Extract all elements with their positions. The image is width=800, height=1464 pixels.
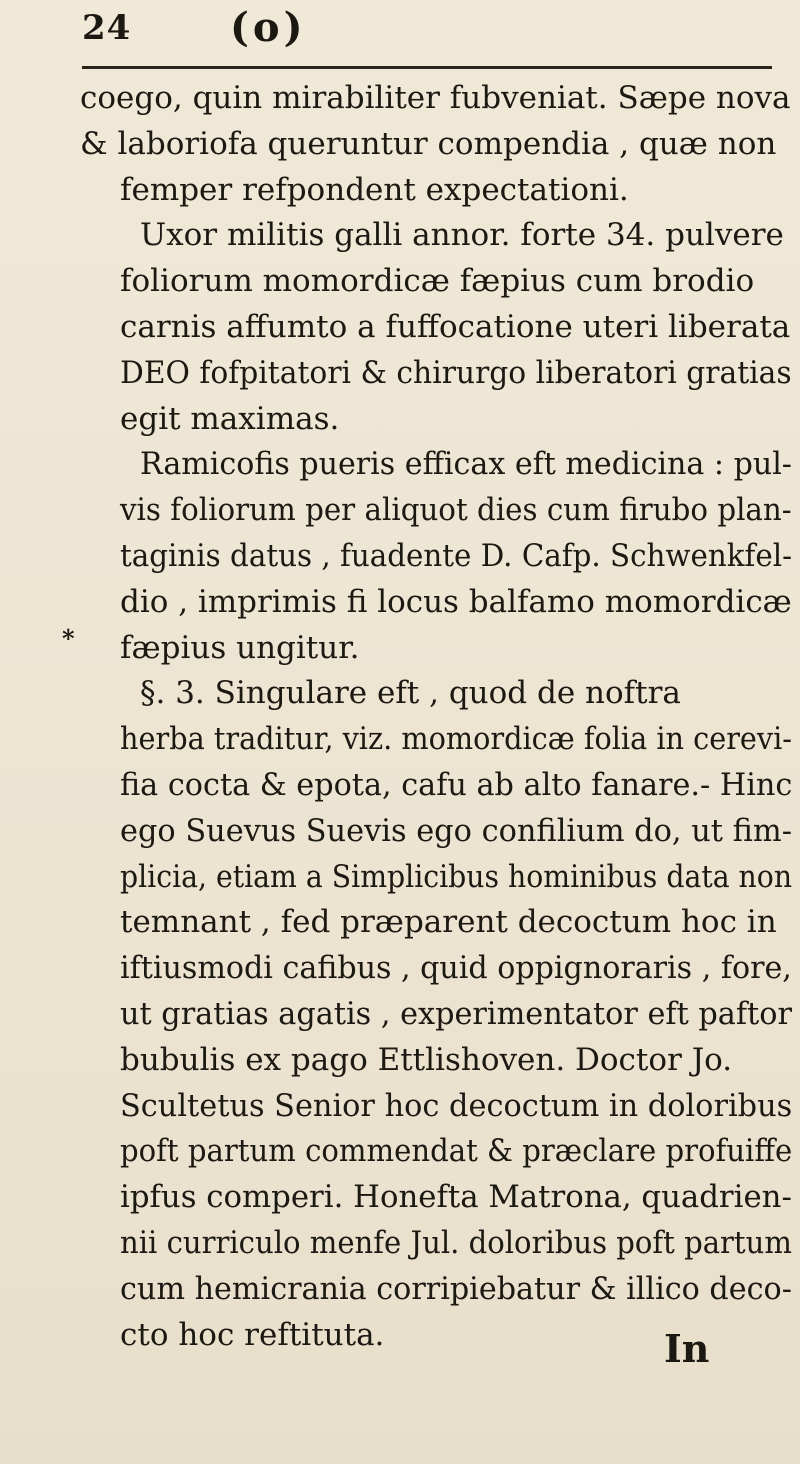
text-block: [80, 76, 792, 1358]
text-line: & laboriofa queruntur compendia , quæ non: [80, 125, 777, 162]
header-rule: [82, 66, 772, 69]
text-line: herba traditur, viz. momordicæ folia in cerevi-: [120, 721, 792, 758]
text-line: ipfus comperi. Honefta Matrona, quadrien-: [120, 1179, 792, 1216]
page-header: [82, 2, 782, 62]
text-line: Scultetus Senior hoc decoctum in doloribus: [120, 1087, 792, 1124]
text-line: dio , imprimis fi locus balfamo momordicæ: [120, 583, 792, 620]
text-line: coego, quin mirabiliter fubveniat. Sæpe nova: [80, 80, 791, 116]
text-line: foliorum momordicæ fæpius cum brodio: [120, 263, 755, 300]
text-line: bubulis ex pago Ettlishoven. Doctor Jo.: [120, 1041, 733, 1078]
text-line: femper refpondent expectationi.: [120, 171, 629, 208]
page-number: 24: [82, 8, 132, 48]
text-line: taginis datus , fuadente D. Cafp. Schwenkfel-: [120, 537, 792, 574]
text-line: iftiusmodi cafibus , quid oppignoraris , fore,: [120, 950, 792, 987]
text-line: cum hemicrania corripiebatur & illico deco-: [120, 1270, 792, 1307]
text-line: carnis affumto a fuffocatione uteri liberata: [120, 308, 791, 345]
catchword: In: [664, 1326, 710, 1371]
running-title: (o): [230, 4, 307, 51]
text-line: DEO fofpitatori & chirurgo liberatori gratias: [120, 354, 792, 391]
text-line: fæpius ungitur.: [120, 629, 360, 666]
text-line: ut gratias agatis , experimentator eft paftor: [120, 995, 792, 1032]
text-line: egit maximas.: [120, 400, 340, 437]
text-line: temnant , fed præparent decoctum hoc in: [120, 904, 777, 941]
text-line: poft partum commendat & præclare profuiffe: [120, 1133, 792, 1170]
text-line: Ramicofis pueris efficax eft medicina : pul-: [140, 446, 792, 483]
text-line: nii curriculo menfe Jul. doloribus poft partum: [120, 1224, 792, 1261]
text-line: ego Suevus Suevis ego confilium do, ut fim-: [120, 812, 792, 849]
margin-mark: *: [62, 624, 75, 653]
text-line: plicia, etiam a Simplicibus hominibus data non: [120, 858, 792, 895]
text-line: §. 3. Singulare eft , quod de noftra: [140, 675, 681, 712]
text-line: cto hoc reftituta.: [120, 1316, 385, 1353]
text-line: Uxor militis galli annor. forte 34. pulvere: [140, 217, 784, 254]
text-line: fia cocta & epota, cafu ab alto fanare.- Hinc: [120, 766, 792, 803]
text-line: vis foliorum per aliquot dies cum firubo plan-: [120, 492, 792, 529]
